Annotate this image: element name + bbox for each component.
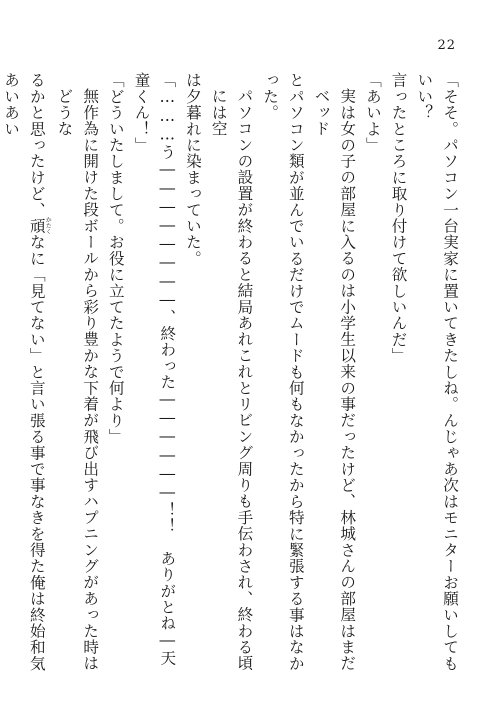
ruby-kataku: 頑かたく — [27, 216, 52, 235]
text-line-with-ruby — [0, 72, 51, 672]
vertical-body-text — [2, 72, 462, 672]
text-line: 言ったところに取り付けて欲しいんだ」 — [389, 72, 408, 364]
text-line: 「………う――――――――、終わった――――――！！ ありがとね―天童くん！」 — [132, 72, 177, 666]
text-line: パソコンの設置が終わると結局あれこれとリビング周りも手伝わされ、終わる頃には空 — [209, 87, 254, 671]
text-line: 「あいよ」 — [363, 72, 382, 153]
text-segment: なに「見てない」と言い張る事で事なきを得た俺は終始和気あいあい — [2, 72, 46, 672]
text-line: は夕暮れに染まっていた。 — [183, 72, 202, 267]
text-line: とパソコン類が並んでいるだけでムードも何もなかったから特に緊張する事はなかった。 — [261, 72, 305, 672]
text-segment: るかと思ったけど、 — [27, 72, 46, 218]
text-line: 無作為に開けた段ボールから彩り豊かな下着が飛び出すハプニングがあった時はどうな — [55, 87, 100, 671]
text-line: 実は女の子の部屋に入るのは小学生以来の事だったけど、林城さんの部屋はまだベッド — [312, 87, 357, 671]
text-line: 「どういたしまして。お役に立てたようで何より」 — [106, 72, 125, 445]
text-line: 「そそ。パソコン一台実家に置いてきたしね。んじゃあ次はモニターお願いしてもいい？ — [415, 72, 459, 672]
page-number: 22 — [437, 38, 456, 53]
